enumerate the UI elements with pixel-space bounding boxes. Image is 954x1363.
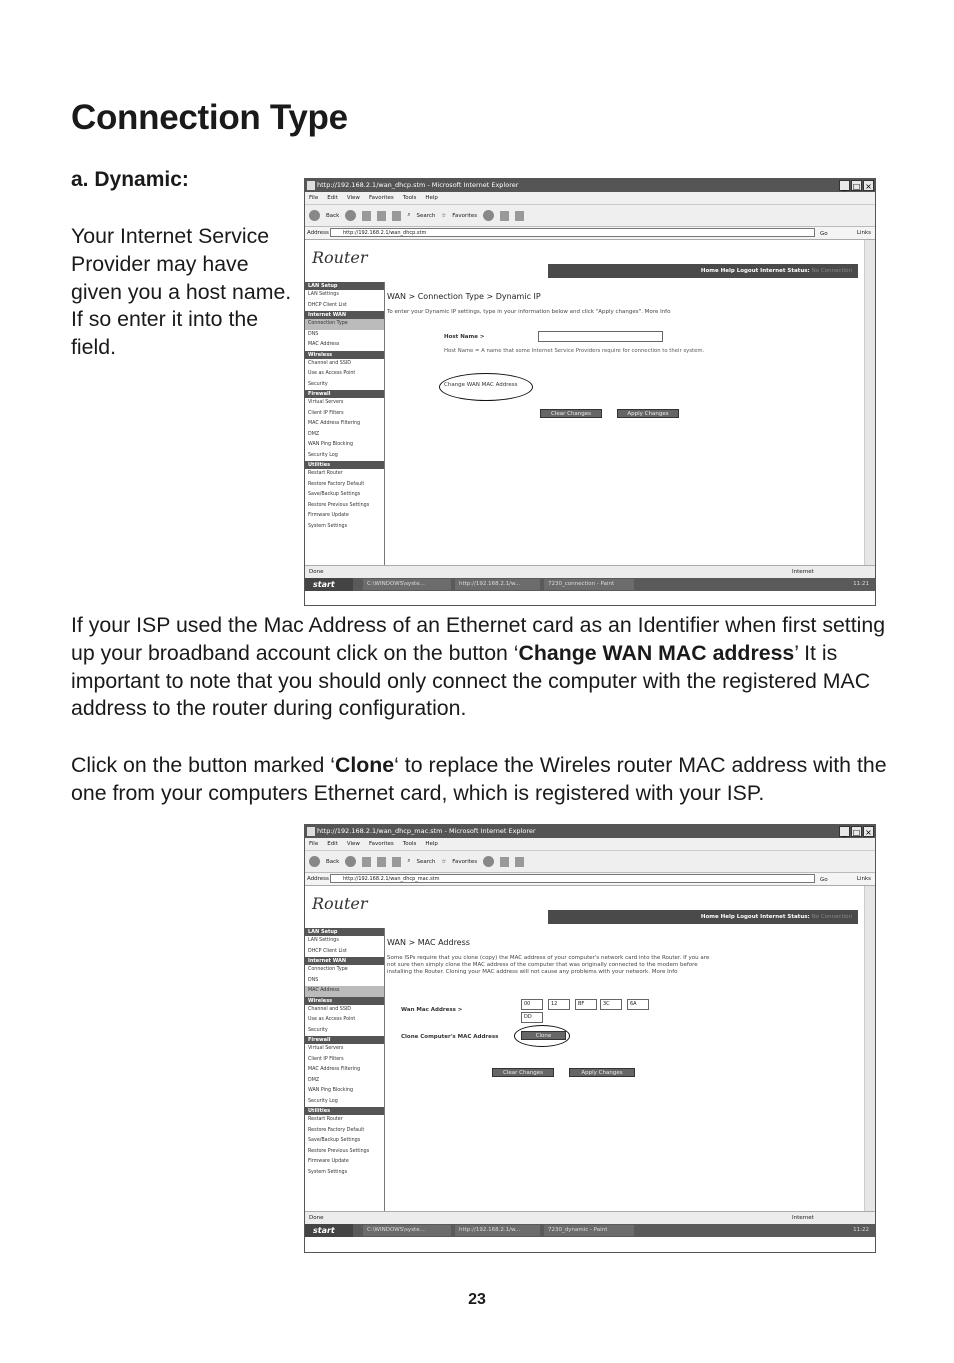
favorites-icon[interactable]: ☆ bbox=[441, 858, 447, 865]
router-logo: Router bbox=[312, 894, 368, 913]
sidebar-item[interactable]: WAN Ping Blocking bbox=[308, 1088, 353, 1093]
start-button[interactable]: start bbox=[305, 578, 353, 591]
clear-changes-button[interactable]: Clear Changes bbox=[492, 1068, 554, 1077]
sidebar-item[interactable]: LAN Settings bbox=[308, 292, 339, 297]
stop-icon[interactable] bbox=[362, 211, 371, 221]
page-title: Connection Type bbox=[71, 98, 348, 137]
menu-view[interactable]: View bbox=[346, 841, 360, 847]
sidebar-item[interactable]: Security bbox=[308, 381, 328, 387]
menu-file[interactable]: File bbox=[309, 195, 319, 201]
sidebar-item[interactable]: Restore Factory Default bbox=[308, 1127, 365, 1133]
sidebar-item[interactable]: Channel and SSID bbox=[308, 1006, 351, 1012]
task-paint[interactable]: 7230_dynamic - Paint bbox=[544, 1225, 634, 1236]
sidebar-section-header: Internet WAN bbox=[305, 311, 384, 319]
sidebar-item[interactable]: Connection Type bbox=[305, 319, 384, 330]
header-bar: Home Help Logout Internet Status: No Connection bbox=[548, 910, 858, 924]
mac-paragraph: If your ISP used the Mac Address of an Ethernet card as an Identifier when first setting up your broadband account click on the button ‘Change WAN MAC address’ It is important to note that you should only connect the computer with the registered MAC address to the router during configuration. bbox=[71, 613, 886, 721]
sidebar-item[interactable]: Channel and SSID bbox=[308, 360, 351, 366]
sidebar-section-header: Utilities bbox=[305, 1107, 384, 1115]
description: Some ISPs require that you clone (copy) the MAC address of your computer's network card into the Router. If you are not sure then simply clone the MAC address of the computer that was originally connected to the modem before installing the Router. Cloning your MAC address will not cause any problems with your network. More Info bbox=[387, 955, 710, 975]
clone-mac-label: Clone Computer's MAC Address bbox=[401, 1034, 499, 1040]
sidebar-section-header: Utilities bbox=[305, 461, 384, 469]
close-icon[interactable]: × bbox=[863, 826, 874, 837]
highlight-circle bbox=[514, 1025, 570, 1047]
wan-mac-label: Wan Mac Address > bbox=[401, 1007, 463, 1013]
sidebar-item[interactable]: Restore Previous Settings bbox=[308, 502, 370, 508]
window-titlebar: http://192.168.2.1/wan_dhcp.stm - Microsoft Internet Explorer _ □ × bbox=[305, 179, 875, 192]
print-icon[interactable] bbox=[515, 857, 524, 867]
sidebar-item[interactable]: DHCP Client List bbox=[308, 302, 347, 308]
browser-toolbar: Back ⌕ Search ☆ Favorites bbox=[305, 851, 875, 873]
sidebar-nav bbox=[305, 928, 385, 1211]
header-bar: Home Help Logout Internet Status: No Connection bbox=[548, 264, 858, 278]
sidebar-section-header: Wireless bbox=[305, 997, 384, 1005]
sidebar-section-header: Firewall bbox=[305, 1036, 384, 1044]
media-icon[interactable] bbox=[483, 856, 494, 867]
clock: 11:21 bbox=[853, 581, 869, 587]
maximize-icon[interactable]: □ bbox=[852, 828, 861, 837]
forward-icon[interactable] bbox=[345, 856, 356, 867]
start-button[interactable]: start bbox=[305, 1224, 353, 1237]
back-icon[interactable] bbox=[309, 856, 320, 867]
forward-icon[interactable] bbox=[345, 210, 356, 221]
mac-octet-2[interactable]: 12 bbox=[548, 999, 570, 1010]
page-content bbox=[305, 240, 875, 565]
sidebar-item[interactable]: MAC Address Filtering bbox=[308, 1067, 361, 1072]
menu-help[interactable]: Help bbox=[425, 841, 438, 847]
ie-icon bbox=[307, 827, 315, 836]
sidebar-section-header: Internet WAN bbox=[305, 957, 384, 965]
maximize-icon[interactable]: □ bbox=[852, 182, 861, 191]
address-bar: Address http://192.168.2.1/wan_dhcp.stm Go Links bbox=[305, 227, 875, 240]
apply-changes-button[interactable]: Apply Changes bbox=[617, 409, 679, 418]
sidebar-item[interactable]: DMZ bbox=[308, 431, 320, 437]
status-bar: Done Internet bbox=[305, 1211, 875, 1224]
task-paint[interactable]: 7230_connection - Paint bbox=[544, 579, 634, 590]
menu-tools[interactable]: Tools bbox=[402, 841, 417, 847]
menu-favorites[interactable]: Favorites bbox=[368, 195, 394, 201]
main-panel bbox=[387, 292, 847, 316]
sidebar-item[interactable]: System Settings bbox=[308, 523, 348, 529]
mail-icon[interactable] bbox=[500, 211, 509, 221]
mac-octet-6[interactable]: DD bbox=[521, 1012, 543, 1023]
menu-file[interactable]: File bbox=[309, 841, 319, 847]
task-cmd[interactable]: C:\WINDOWS\syste... bbox=[363, 1225, 451, 1236]
menu-view[interactable]: View bbox=[346, 195, 360, 201]
breadcrumb: WAN > Connection Type > Dynamic IP bbox=[387, 292, 541, 301]
clock: 11:22 bbox=[853, 1227, 869, 1233]
sidebar-section-header: LAN Setup bbox=[305, 928, 384, 936]
home-icon[interactable] bbox=[392, 211, 401, 221]
menu-help[interactable]: Help bbox=[425, 195, 438, 201]
mail-icon[interactable] bbox=[500, 857, 509, 867]
home-icon[interactable] bbox=[392, 857, 401, 867]
menu-edit[interactable]: Edit bbox=[327, 841, 338, 847]
task-browser[interactable]: http://192.168.2.1/w... bbox=[455, 1225, 540, 1236]
sidebar-item[interactable]: Virtual Servers bbox=[308, 400, 344, 405]
screenshot-mac-address bbox=[304, 824, 876, 1253]
sidebar-item[interactable]: DMZ bbox=[308, 1077, 320, 1083]
sidebar-item[interactable]: Restore Previous Settings bbox=[308, 1148, 370, 1154]
highlight-circle bbox=[439, 373, 533, 401]
description: To enter your Dynamic IP settings, type in your information below and click "Apply changes". More Info bbox=[387, 309, 671, 315]
screenshot-dynamic-ip bbox=[304, 178, 876, 606]
go-button[interactable]: Go bbox=[820, 231, 828, 237]
sidebar-section-header: LAN Setup bbox=[305, 282, 384, 290]
links-label[interactable]: Links bbox=[856, 230, 871, 236]
refresh-icon[interactable] bbox=[377, 857, 386, 867]
sidebar-item[interactable]: Restore Factory Default bbox=[308, 481, 365, 487]
task-cmd[interactable]: C:\WINDOWS\syste... bbox=[363, 579, 451, 590]
sidebar-item[interactable]: Client IP Filters bbox=[308, 410, 344, 416]
section-subtitle: a. Dynamic: bbox=[71, 168, 189, 191]
scrollbar[interactable] bbox=[864, 886, 875, 1211]
favorites-icon[interactable]: ☆ bbox=[441, 212, 447, 219]
address-input[interactable]: http://192.168.2.1/wan_dhcp.stm bbox=[330, 228, 815, 237]
sidebar-item[interactable]: Restart Router bbox=[308, 1117, 343, 1122]
window-titlebar: http://192.168.2.1/wan_dhcp_mac.stm - Microsoft Internet Explorer _ □ × bbox=[305, 825, 875, 838]
address-bar: Address http://192.168.2.1/wan_dhcp_mac.stm Go Links bbox=[305, 873, 875, 886]
taskbar bbox=[305, 1224, 875, 1237]
breadcrumb: WAN > MAC Address bbox=[387, 938, 470, 947]
sidebar-item[interactable]: Security Log bbox=[308, 452, 338, 458]
sidebar-section-header: Wireless bbox=[305, 351, 384, 359]
apply-changes-button[interactable]: Apply Changes bbox=[569, 1068, 635, 1077]
sidebar-item[interactable]: System Settings bbox=[308, 1169, 348, 1175]
sidebar-item[interactable]: DNS bbox=[308, 331, 319, 337]
search-icon[interactable]: ⌕ bbox=[407, 212, 411, 218]
browser-toolbar: Back ⌕ Search ☆ Favorites bbox=[305, 205, 875, 227]
refresh-icon[interactable] bbox=[377, 211, 386, 221]
menu-bar bbox=[305, 838, 875, 851]
intro-paragraph: Your Internet Service Provider may have given you a host name. If so enter it into the field. bbox=[71, 224, 292, 360]
sidebar-item[interactable]: WAN Ping Blocking bbox=[308, 442, 353, 447]
sidebar-item[interactable]: Firmware Update bbox=[308, 1159, 349, 1164]
sidebar-item[interactable]: DHCP Client List bbox=[308, 948, 347, 954]
sidebar-item[interactable]: Use as Access Point bbox=[308, 1017, 356, 1022]
clear-changes-button[interactable]: Clear Changes bbox=[540, 409, 602, 418]
sidebar-item[interactable]: MAC Address bbox=[305, 986, 384, 997]
mac-octet-1[interactable]: 00 bbox=[521, 999, 543, 1010]
print-icon[interactable] bbox=[515, 211, 524, 221]
mac-octet-3[interactable]: BF bbox=[575, 999, 597, 1010]
mac-octet-4[interactable]: 3C bbox=[600, 999, 622, 1010]
page-content bbox=[305, 886, 875, 1211]
address-input[interactable]: http://192.168.2.1/wan_dhcp_mac.stm bbox=[330, 874, 815, 883]
status-bar: Done Internet bbox=[305, 565, 875, 578]
minimize-icon[interactable]: _ bbox=[839, 180, 850, 191]
sidebar-item[interactable]: Save/Backup Settings bbox=[308, 1138, 361, 1143]
router-logo: Router bbox=[312, 248, 368, 267]
host-name-help: Host Name = A name that some Internet Service Providers require for connection to their system. bbox=[444, 348, 705, 354]
search-icon[interactable]: ⌕ bbox=[407, 858, 411, 864]
taskbar bbox=[305, 578, 875, 591]
minimize-icon[interactable]: _ bbox=[839, 826, 850, 837]
stop-icon[interactable] bbox=[362, 857, 371, 867]
sidebar-item[interactable]: Security Log bbox=[308, 1098, 338, 1104]
sidebar-section-header: Firewall bbox=[305, 390, 384, 398]
sidebar-item[interactable]: LAN Settings bbox=[308, 938, 339, 943]
sidebar-item[interactable]: Save/Backup Settings bbox=[308, 492, 361, 497]
menu-tools[interactable]: Tools bbox=[402, 195, 417, 201]
page-number: 23 bbox=[468, 1291, 486, 1308]
sidebar-item[interactable]: MAC Address Filtering bbox=[308, 421, 361, 426]
close-icon[interactable]: × bbox=[863, 180, 874, 191]
sidebar-item[interactable]: Firmware Update bbox=[308, 513, 349, 518]
menu-edit[interactable]: Edit bbox=[327, 195, 338, 201]
back-icon[interactable] bbox=[309, 210, 320, 221]
task-browser[interactable]: http://192.168.2.1/w... bbox=[455, 579, 540, 590]
sidebar-item[interactable]: Security bbox=[308, 1027, 328, 1033]
ie-icon bbox=[307, 181, 315, 190]
host-name-input[interactable] bbox=[538, 331, 663, 342]
menu-bar bbox=[305, 192, 875, 205]
clone-button[interactable]: Clone bbox=[521, 1031, 566, 1040]
links-label[interactable]: Links bbox=[856, 876, 871, 882]
scrollbar[interactable] bbox=[864, 240, 875, 565]
host-name-label: Host Name > bbox=[444, 334, 485, 340]
main-panel bbox=[387, 938, 847, 976]
sidebar-item[interactable]: MAC Address bbox=[308, 342, 340, 347]
sidebar-item[interactable]: Virtual Servers bbox=[308, 1046, 344, 1051]
go-button[interactable]: Go bbox=[820, 877, 828, 883]
change-wan-mac-button[interactable]: Change WAN MAC Address bbox=[444, 382, 518, 388]
sidebar-item[interactable]: Connection Type bbox=[308, 967, 348, 972]
menu-favorites[interactable]: Favorites bbox=[368, 841, 394, 847]
sidebar-item[interactable]: Client IP Filters bbox=[308, 1056, 344, 1062]
sidebar-item[interactable]: DNS bbox=[308, 977, 319, 983]
sidebar-item[interactable]: Use as Access Point bbox=[308, 371, 356, 376]
mac-octet-5[interactable]: 6A bbox=[627, 999, 649, 1010]
clone-paragraph: Click on the button marked ‘Clone‘ to replace the Wireles router MAC address with the one from your computers Ethernet card, which is registered with your ISP. bbox=[71, 753, 887, 805]
media-icon[interactable] bbox=[483, 210, 494, 221]
sidebar-nav bbox=[305, 282, 385, 565]
sidebar-item[interactable]: Restart Router bbox=[308, 471, 343, 476]
